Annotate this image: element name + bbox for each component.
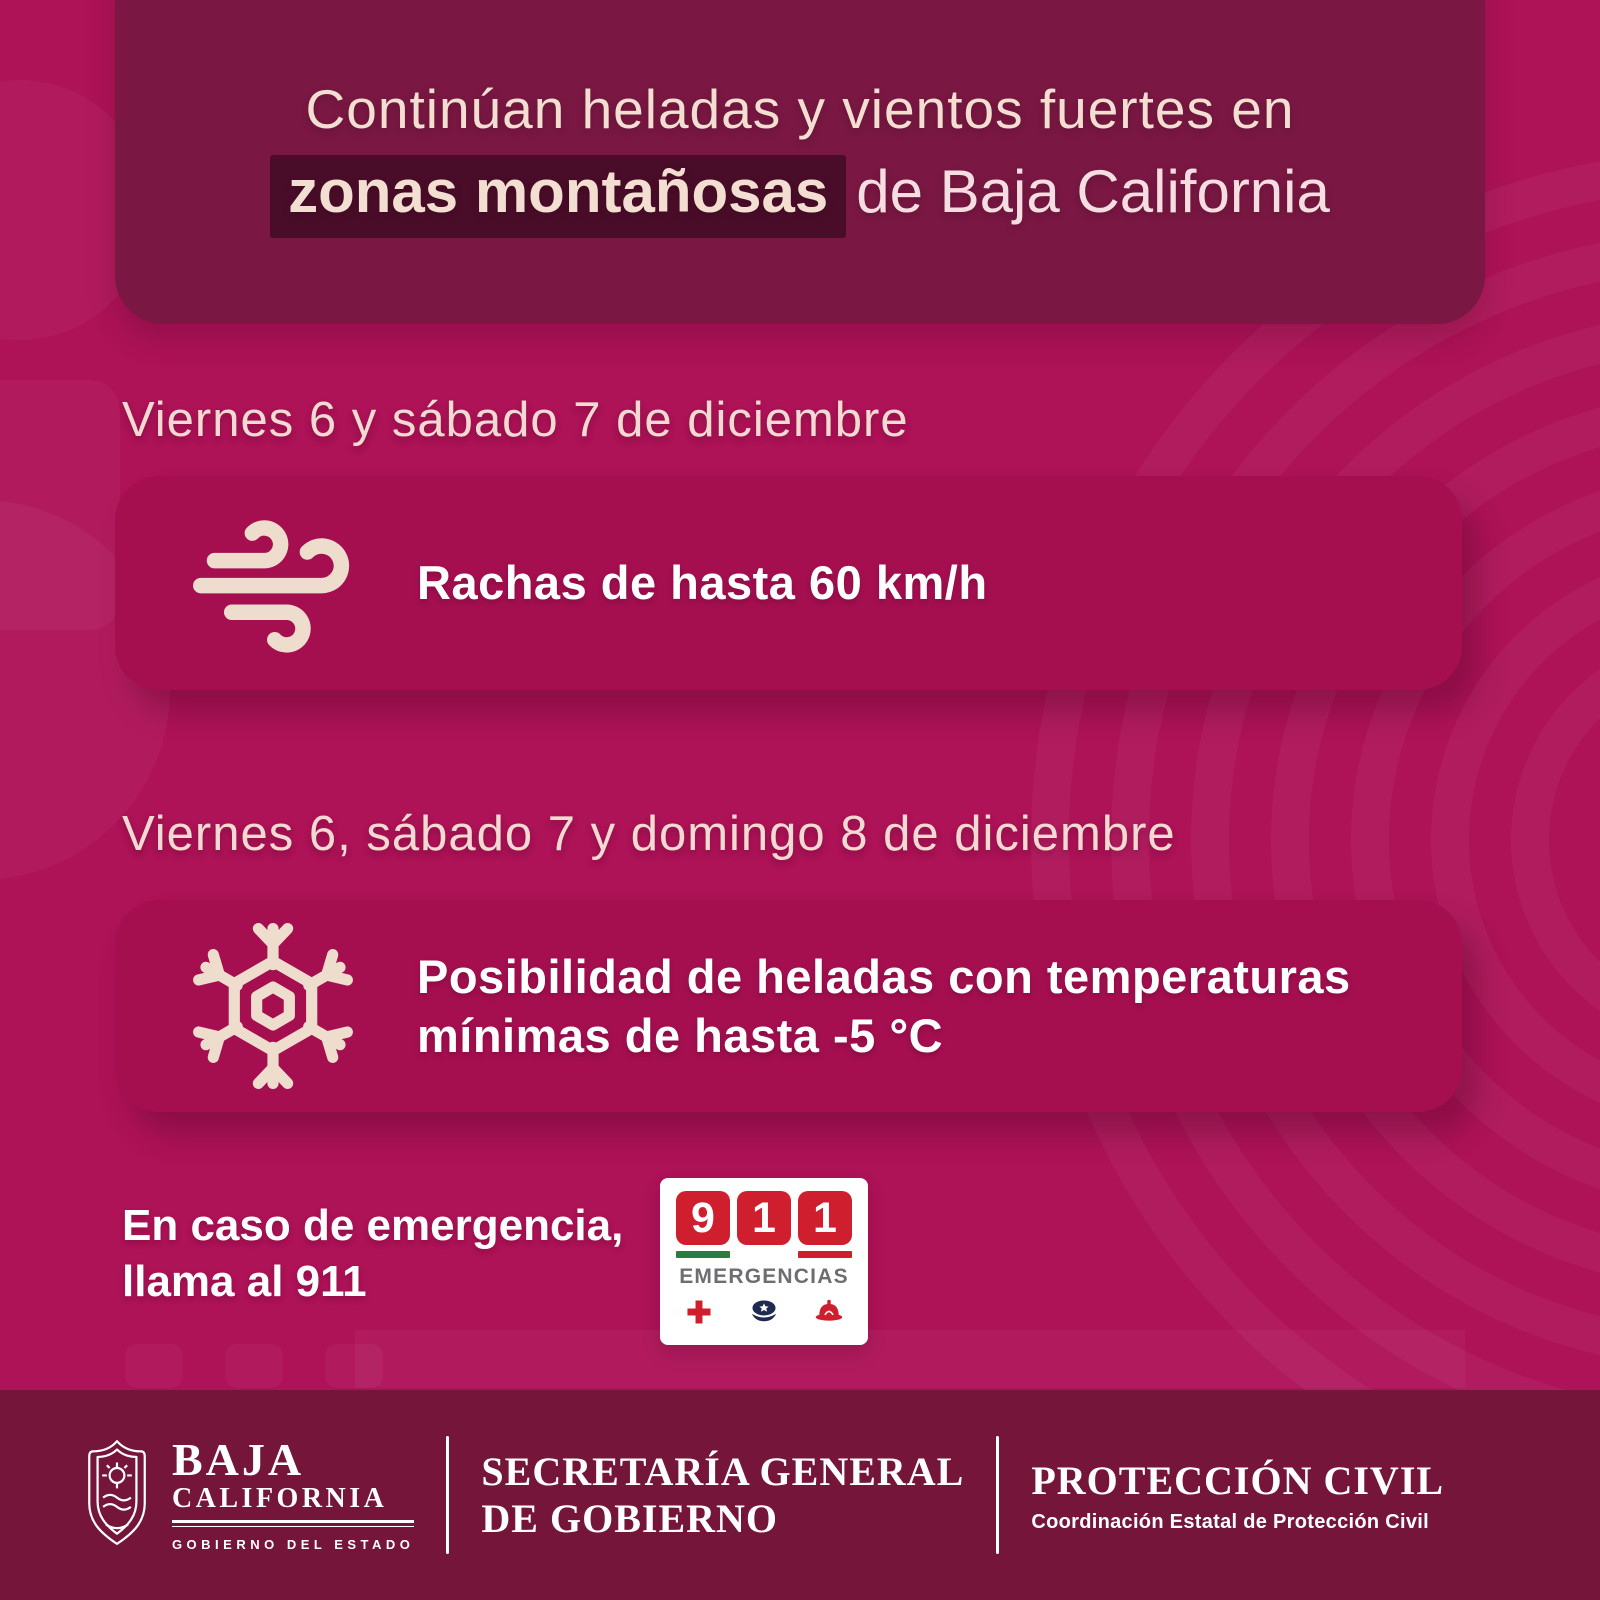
snowflake-icon <box>173 920 373 1092</box>
title-line1: Continúan heladas y vientos fuertes en <box>305 78 1295 140</box>
frost-text-line2: mínimas de hasta -5 °C <box>417 1009 944 1062</box>
digit-1a: 1 <box>737 1191 791 1245</box>
logo-911-services <box>676 1297 852 1332</box>
green-bar <box>676 1251 730 1258</box>
logo-911-label: EMERGENCIAS <box>679 1265 849 1288</box>
white-bar <box>737 1251 791 1258</box>
logo-911-digits <box>676 1191 852 1245</box>
logo-911 <box>660 1178 868 1345</box>
digit-1b: 1 <box>798 1191 852 1245</box>
proteccion-civil-title: PROTECCIÓN CIVIL <box>1031 1457 1445 1503</box>
logo-911-flag-bars <box>676 1251 852 1258</box>
baja-california-wordmark <box>171 1433 415 1553</box>
emergency-text-line1: En caso de emergencia, <box>122 1201 624 1250</box>
footer-divider-2 <box>996 1436 999 1554</box>
section-2-heading: Viernes 6, sábado 7 y domingo 8 de diciembre <box>122 807 1176 861</box>
gobierno-del-estado-text: GOBIERNO DEL ESTADO <box>171 1537 415 1553</box>
title-line2 <box>270 155 1330 238</box>
wind-icon <box>173 497 373 669</box>
title-line2-rest: de Baja California <box>856 158 1330 225</box>
header-panel <box>115 0 1485 324</box>
red-cross-icon <box>684 1297 714 1332</box>
wordmark-rule-thin <box>172 1526 414 1527</box>
frost-text <box>417 947 1351 1065</box>
wind-gusts-text: Rachas de hasta 60 km/h <box>417 556 988 610</box>
digit-9: 9 <box>676 1191 730 1245</box>
firefighter-helmet-icon <box>814 1297 844 1332</box>
baja-text: BAJA <box>171 1433 305 1485</box>
wordmark-rule-thick <box>172 1520 414 1523</box>
proteccion-civil-subtitle: Coordinación Estatal de Protección Civil <box>1031 1510 1429 1533</box>
emergency-text <box>122 1198 623 1311</box>
wind-gusts-card <box>115 476 1462 690</box>
california-text: CALIFORNIA <box>171 1482 388 1514</box>
footer-logos <box>80 1434 1444 1557</box>
secretaria-general-wordmark <box>481 1448 964 1542</box>
frost-card <box>115 900 1462 1112</box>
footer-bar <box>0 1390 1600 1600</box>
section-1-heading: Viernes 6 y sábado 7 de diciembre <box>122 393 909 447</box>
frost-text-line1: Posibilidad de heladas con temperaturas <box>417 949 1351 1003</box>
emergency-text-line2: llama al 911 <box>122 1257 367 1307</box>
secretaria-line1: SECRETARÍA GENERAL <box>481 1448 965 1494</box>
secretaria-line2: DE GOBIERNO <box>481 1496 779 1541</box>
red-bar <box>798 1251 852 1258</box>
title-highlight: zonas montañosas <box>270 155 846 238</box>
footer-divider-1 <box>446 1436 449 1554</box>
proteccion-civil-wordmark <box>1031 1457 1444 1534</box>
baja-california-crest-icon <box>80 1434 154 1557</box>
police-badge-icon <box>748 1297 780 1332</box>
